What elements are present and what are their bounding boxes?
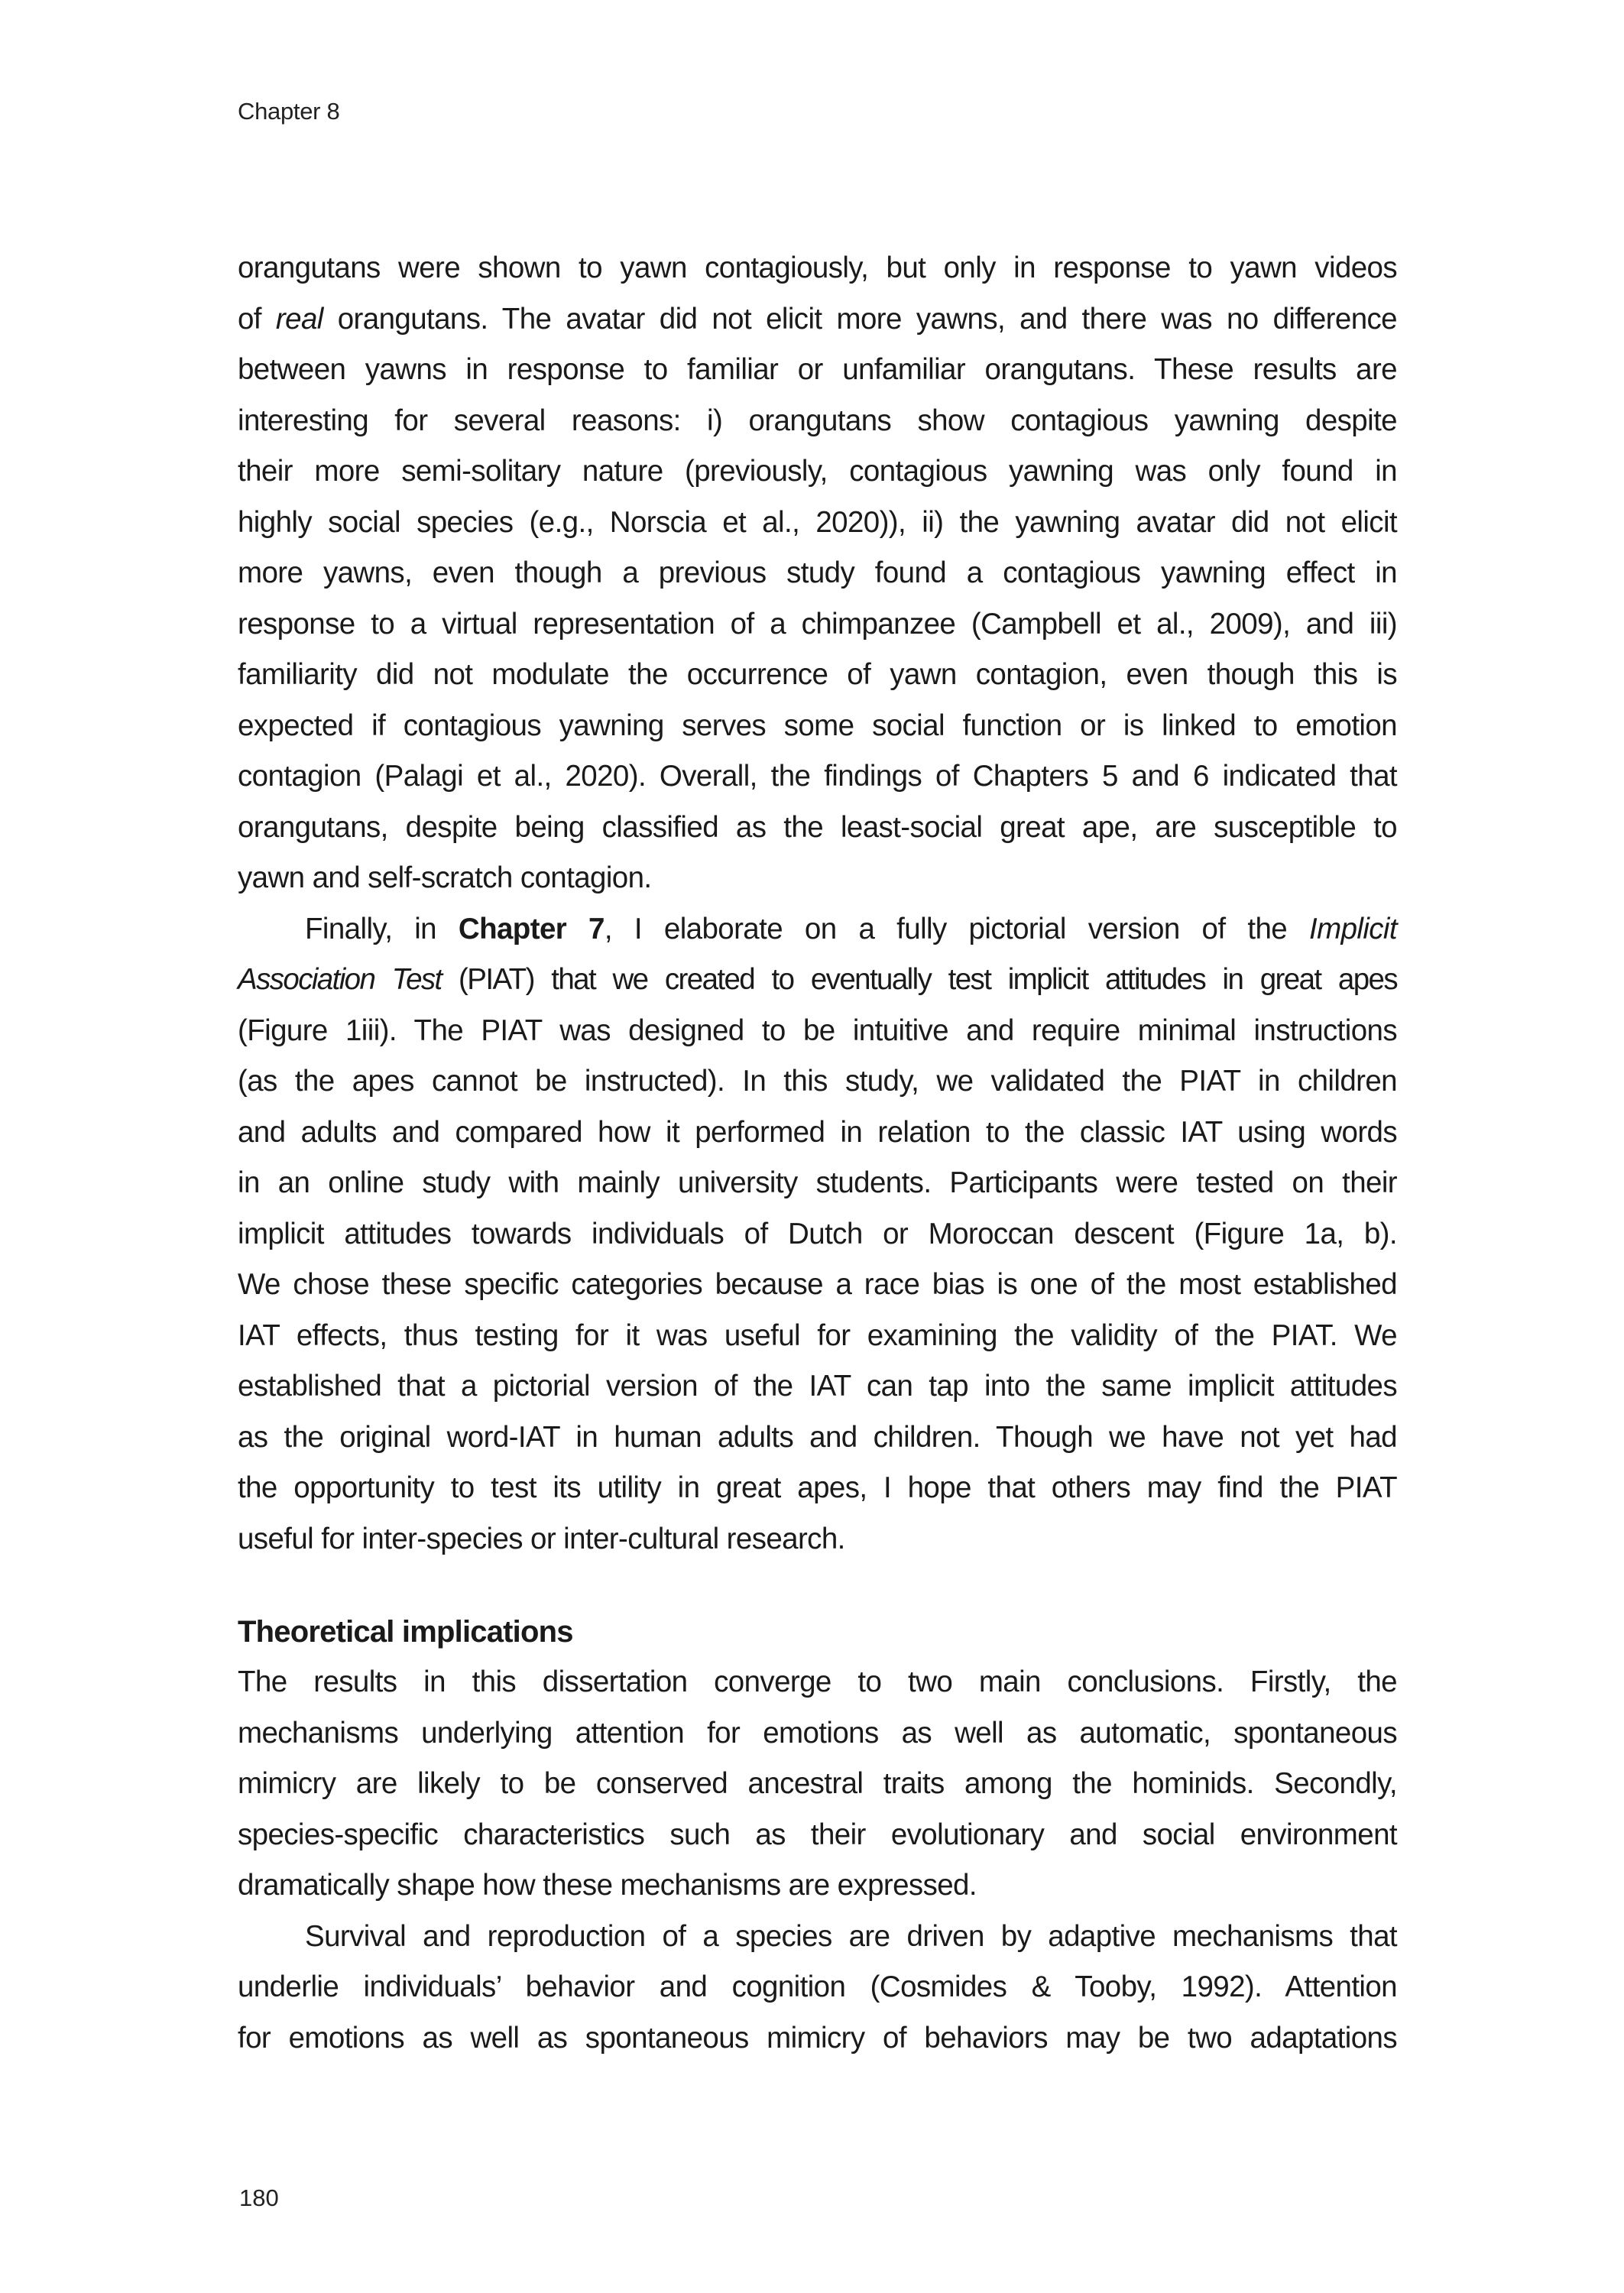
text-line: highly social species (e.g., Norscia et al., 2020)), ii) the yawning avatar did not elicit (238, 505, 1397, 539)
text-line: species-specific characteristics such as their evolutionary and social environment (238, 1818, 1397, 1851)
text-line: interesting for several reasons: i) orangutans show contagious yawning despite (238, 404, 1397, 437)
text-line: IAT effects, thus testing for it was useful for examining the validity of the PIAT. We (238, 1318, 1397, 1352)
text-line: implicit attitudes towards individuals of Dutch or Moroccan descent (Figure 1a, b). (238, 1217, 1397, 1250)
chapter-reference: Chapter 7 (458, 912, 605, 945)
text-line: dramatically shape how these mechanisms are expressed. (238, 1869, 977, 1902)
text-line: underlie individuals’ behavior and cognition (Cosmides & Tooby, 1992). Attention (238, 1970, 1397, 2003)
text-line: (Figure 1iii). The PIAT was designed to be intuitive and require minimal instructions (238, 1014, 1397, 1047)
text-line: response to a virtual representation of a chimpanzee (Campbell et al., 2009), and iii) (238, 607, 1397, 641)
text-line: orangutans, despite being classified as the least-social great ape, are susceptible to (238, 810, 1397, 844)
text-line: and adults and compared how it performed in relation to the classic IAT using words (238, 1115, 1397, 1149)
text-line: as the original word-IAT in human adults and children. Though we have not yet had (238, 1420, 1397, 1454)
text-line: familiarity did not modulate the occurrence of yawn contagion, even though this is (238, 658, 1397, 691)
text-line: in an online study with mainly university students. Participants were tested on their (238, 1166, 1397, 1199)
text-line: Finally, in Chapter 7, I elaborate on a fully pictorial version of the Implicit (305, 912, 1397, 945)
text-line: expected if contagious yawning serves some social function or is linked to emotion (238, 709, 1397, 742)
text-line: Survival and reproduction of a species are driven by adaptive mechanisms that (305, 1919, 1397, 1953)
text-line: mechanisms underlying attention for emotions as well as automatic, spontaneous (238, 1716, 1397, 1750)
italic-term: Association Test (238, 963, 442, 996)
italic-emphasis: real (275, 302, 323, 336)
text-line: the opportunity to test its utility in great apes, I hope that others may find the PIAT (238, 1471, 1397, 1504)
text-line: Association Test (PIAT) that we created to eventually test implicit attitudes in great apes (238, 963, 1397, 996)
text-line: between yawns in response to familiar or unfamiliar orangutans. These results are (238, 353, 1397, 386)
text-line: useful for inter-species or inter-cultural research. (238, 1522, 845, 1555)
text-line: contagion (Palagi et al., 2020). Overall, the findings of Chapters 5 and 6 indicated that (238, 760, 1397, 793)
section-theoretical-implications (238, 1607, 1397, 2064)
page-number: 180 (239, 2184, 279, 2211)
text-line: established that a pictorial version of the IAT can tap into the same implicit attitudes (238, 1370, 1397, 1403)
section-heading: Theoretical implications (238, 1615, 573, 1649)
text-line: their more semi-solitary nature (previously, contagious yawning was only found in (238, 455, 1397, 488)
text-line: orangutans were shown to yawn contagiously, but only in response to yawn videos (238, 251, 1397, 284)
running-head: Chapter 8 (238, 98, 340, 125)
text-line: The results in this dissertation converge to two main conclusions. Firstly, the (238, 1665, 1397, 1698)
text-line: yawn and self-scratch contagion. (238, 861, 652, 894)
text-line: more yawns, even though a previous study found a contagious yawning effect in (238, 556, 1397, 589)
text-line: for emotions as well as spontaneous mimicry of behaviors may be two adaptations (238, 2021, 1397, 2055)
text-line: (as the apes cannot be instructed). In this study, we validated the PIAT in children (238, 1065, 1397, 1098)
text-line: of real orangutans. The avatar did not elicit more yawns, and there was no difference (238, 302, 1397, 336)
paragraph-yawn-contagion (238, 243, 1397, 1565)
text-line: We chose these specific categories because a race bias is one of the most established (238, 1268, 1397, 1301)
text-line: mimicry are likely to be conserved ancestral traits among the hominids. Secondly, (238, 1767, 1397, 1800)
italic-term: Implicit (1309, 912, 1397, 945)
